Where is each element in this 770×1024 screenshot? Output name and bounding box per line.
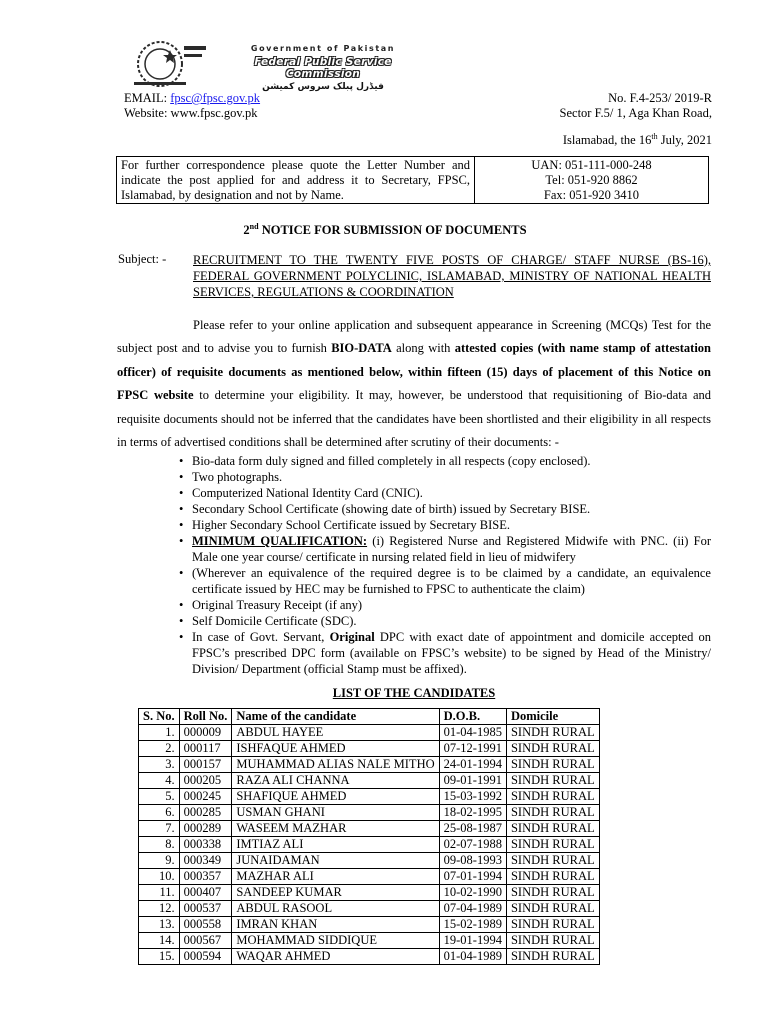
cell-dob: 01-04-1985 <box>439 725 506 741</box>
cell-roll-no: 000289 <box>179 821 232 837</box>
notice-title-text: NOTICE FOR SUBMISSION OF DOCUMENTS <box>258 223 527 238</box>
govt-servant-text-a: In case of Govt. Servant, <box>192 630 330 644</box>
cell-sno: 4. <box>139 773 180 789</box>
date-prefix: Islamabad, the 16 <box>562 133 652 148</box>
cell-sno: 14. <box>139 933 180 949</box>
cell-roll-no: 000009 <box>179 725 232 741</box>
cell-name: ABDUL RASOOL <box>232 901 439 917</box>
fax-number: Fax: 051-920 3410 <box>543 188 640 202</box>
list-item: • (Wherever an equivalence of the required degree is to be claimed by a candidate, an equivalence certificate issued by HEC may be furnished to FPSC to authenticate the claim) <box>176 565 711 597</box>
cell-roll-no: 000205 <box>179 773 232 789</box>
cell-domicile: SINDH RURAL <box>506 805 599 821</box>
cell-domicile: SINDH RURAL <box>506 773 599 789</box>
cell-domicile: SINDH RURAL <box>506 933 599 949</box>
instructions-paragraph <box>117 314 711 454</box>
para-bold-2: attested copies (with name stamp of attestation officer) of requisite documents as mentioned below, within fifteen (15) days of placement of this Notice on FPSC website <box>117 341 711 403</box>
list-item: • Original Treasury Receipt (if any) <box>176 597 711 613</box>
min-qualification-text: (i) Registered Nurse and Registered Midwife with PNC. (ii) For Male one year course/ certificate in nursing related field in lieu of midwifery <box>192 534 711 564</box>
cell-sno: 6. <box>139 805 180 821</box>
cell-roll-no: 000407 <box>179 885 232 901</box>
cell-name: SHAFIQUE AHMED <box>232 789 439 805</box>
cell-dob: 02-07-1988 <box>439 837 506 853</box>
notice-number-sup: nd <box>249 222 259 231</box>
list-item: • Self Domicile Certificate (SDC). <box>176 613 711 629</box>
cell-domicile: SINDH RURAL <box>506 821 599 837</box>
cell-sno: 2. <box>139 741 180 757</box>
cell-sno: 13. <box>139 917 180 933</box>
cell-sno: 5. <box>139 789 180 805</box>
cell-dob: 09-01-1991 <box>439 773 506 789</box>
correspondence-instructions: For further correspondence please quote the Letter Number and indicate the post applied for and address it to Secretary, FPSC, Islamabad, by designation and not by Name. <box>117 157 475 203</box>
cell-sno: 7. <box>139 821 180 837</box>
list-item <box>176 629 711 677</box>
cell-domicile: SINDH RURAL <box>506 901 599 917</box>
cell-roll-no: 000285 <box>179 805 232 821</box>
cell-domicile: SINDH RURAL <box>506 757 599 773</box>
header-sno: S. No. <box>139 709 180 725</box>
para-part-2: along with <box>391 341 455 356</box>
cell-dob: 19-01-1994 <box>439 933 506 949</box>
cell-domicile: SINDH RURAL <box>506 917 599 933</box>
cell-domicile: SINDH RURAL <box>506 949 599 965</box>
list-item: • Computerized National Identity Card (CNIC). <box>176 485 711 501</box>
cell-name: WAQAR AHMED <box>232 949 439 965</box>
header-dob: D.O.B. <box>439 709 506 725</box>
cell-dob: 09-08-1993 <box>439 853 506 869</box>
address: Sector F.5/ 1, Aga Khan Road, <box>559 106 712 120</box>
logo-urdu-text: فیڈرل پبلک سروس کمیشن <box>262 82 384 92</box>
letter-date <box>563 132 712 148</box>
cell-name: MAZHAR ALI <box>232 869 439 885</box>
para-bold-1: BIO-DATA <box>331 341 392 356</box>
notice-number: 2 <box>243 223 250 238</box>
cell-sno: 11. <box>139 885 180 901</box>
table-row <box>139 917 600 933</box>
cell-roll-no: 000338 <box>179 837 232 853</box>
cell-roll-no: 000357 <box>179 869 232 885</box>
table-header-row <box>139 709 600 725</box>
cell-sno: 3. <box>139 757 180 773</box>
website-text: Website: www.fpsc.gov.pk <box>124 106 258 120</box>
list-item: • Bio-data form duly signed and filled completely in all respects (copy enclosed). <box>176 453 711 469</box>
cell-dob: 15-03-1992 <box>439 789 506 805</box>
cell-dob: 15-02-1989 <box>439 917 506 933</box>
email-label: EMAIL: <box>124 91 168 105</box>
cell-sno: 15. <box>139 949 180 965</box>
cell-roll-no: 000558 <box>179 917 232 933</box>
cell-dob: 18-02-1995 <box>439 805 506 821</box>
header-domicile: Domicile <box>506 709 599 725</box>
table-row <box>139 773 600 789</box>
contact-info <box>124 91 260 121</box>
cell-domicile: SINDH RURAL <box>506 853 599 869</box>
cell-name: ISHFAQUE AHMED <box>232 741 439 757</box>
header-name: Name of the candidate <box>232 709 439 725</box>
cell-name: MUHAMMAD ALIAS NALE MITHO <box>232 757 439 773</box>
cell-domicile: SINDH RURAL <box>506 725 599 741</box>
govt-servant-text-b: DPC with exact date of appointment and domicile accepted on FPSC’s prescribed DPC form (available on FPSC’s website) to be signed by Head of the Ministry/ Division/ Department (official Stamp must be affixed). <box>192 630 711 676</box>
list-item: • Higher Secondary School Certificate issued by Secretary BISE. <box>176 517 711 533</box>
table-row <box>139 757 600 773</box>
table-row <box>139 853 600 869</box>
logo-government-text: Government of Pakistan <box>250 44 396 53</box>
table-row <box>139 885 600 901</box>
cell-name: JUNAIDAMAN <box>232 853 439 869</box>
reference-number: No. F.4-253/ 2019-R <box>608 91 712 105</box>
logo-commission-text: Federal Public Service Commission <box>254 56 392 80</box>
cell-domicile: SINDH RURAL <box>506 837 599 853</box>
notice-title <box>0 222 770 238</box>
cell-dob: 01-04-1989 <box>439 949 506 965</box>
table-row <box>139 901 600 917</box>
subject-text: RECRUITMENT TO THE TWENTY FIVE POSTS OF CHARGE/ STAFF NURSE (BS-16), FEDERAL GOVERNMENT POLYCLINIC, ISLAMABAD, MINISTRY OF NATIONAL HEALTH SERVICES, REGULATIONS & COORDINATION <box>193 253 711 299</box>
cell-domicile: SINDH RURAL <box>506 789 599 805</box>
fpsc-emblem-icon <box>126 36 212 90</box>
table-row <box>139 821 600 837</box>
list-item <box>176 533 711 565</box>
candidates-table <box>138 708 600 965</box>
list-item: • Two photographs. <box>176 469 711 485</box>
cell-sno: 9. <box>139 853 180 869</box>
subject-label: Subject: - <box>118 252 167 266</box>
cell-name: WASEEM MAZHAR <box>232 821 439 837</box>
cell-name: MOHAMMAD SIDDIQUE <box>232 933 439 949</box>
para-part-1: Please refer to your online application and subsequent appearance in Screening (MCQs) Test for the subject post and to advise you to furnish <box>117 318 711 356</box>
cell-domicile: SINDH RURAL <box>506 885 599 901</box>
table-row <box>139 789 600 805</box>
cell-dob: 24-01-1994 <box>439 757 506 773</box>
cell-dob: 07-04-1989 <box>439 901 506 917</box>
cell-dob: 10-02-1990 <box>439 885 506 901</box>
table-row <box>139 933 600 949</box>
cell-roll-no: 000537 <box>179 901 232 917</box>
date-month-year: July, 2021 <box>657 133 712 148</box>
cell-name: RAZA ALI CHANNA <box>232 773 439 789</box>
phone-numbers <box>475 157 708 203</box>
date-suffix-sup: th <box>651 132 658 141</box>
cell-name: IMRAN KHAN <box>232 917 439 933</box>
candidates-list-title: LIST OF THE CANDIDATES <box>332 686 496 700</box>
list-item: • Secondary School Certificate (showing date of birth) issued by Secretary BISE. <box>176 501 711 517</box>
table-row <box>139 741 600 757</box>
cell-roll-no: 000245 <box>179 789 232 805</box>
govt-servant-bold: Original <box>329 630 375 644</box>
cell-dob: 07-12-1991 <box>439 741 506 757</box>
cell-dob: 07-01-1994 <box>439 869 506 885</box>
table-row <box>139 837 600 853</box>
table-row <box>139 869 600 885</box>
tel-number: Tel: 051-920 8862 <box>545 173 638 187</box>
cell-sno: 1. <box>139 725 180 741</box>
table-row <box>139 805 600 821</box>
cell-domicile: SINDH RURAL <box>506 869 599 885</box>
cell-roll-no: 000594 <box>179 949 232 965</box>
min-qualification-label: MINIMUM QUALIFICATION: <box>192 534 368 548</box>
cell-roll-no: 000157 <box>179 757 232 773</box>
para-part-3: to determine your eligibility. It may, however, be understood that requisitioning of Bio-data and requisite documents should not be inferred that the candidates have been shortlisted and their eligibility in all respects in terms of advertised conditions shall be determined after scrutiny of their documents: - <box>117 388 711 450</box>
uan-number: UAN: 051-111-000-248 <box>531 158 652 172</box>
cell-name: SANDEEP KUMAR <box>232 885 439 901</box>
correspondence-box <box>116 156 709 204</box>
cell-roll-no: 000117 <box>179 741 232 757</box>
required-documents-list <box>176 453 711 677</box>
candidates-table-body <box>139 725 600 965</box>
cell-sno: 8. <box>139 837 180 853</box>
cell-sno: 12. <box>139 901 180 917</box>
table-row <box>139 725 600 741</box>
cell-name: USMAN GHANI <box>232 805 439 821</box>
header-roll-no: Roll No. <box>179 709 232 725</box>
reference-block <box>560 91 712 121</box>
email-link[interactable]: fpsc@fpsc.gov.pk <box>170 91 261 105</box>
cell-roll-no: 000567 <box>179 933 232 949</box>
table-row <box>139 949 600 965</box>
cell-name: ABDUL HAYEE <box>232 725 439 741</box>
cell-name: IMTIAZ ALI <box>232 837 439 853</box>
cell-domicile: SINDH RURAL <box>506 741 599 757</box>
cell-sno: 10. <box>139 869 180 885</box>
fpsc-letterhead <box>218 44 428 92</box>
cell-roll-no: 000349 <box>179 853 232 869</box>
cell-dob: 25-08-1987 <box>439 821 506 837</box>
